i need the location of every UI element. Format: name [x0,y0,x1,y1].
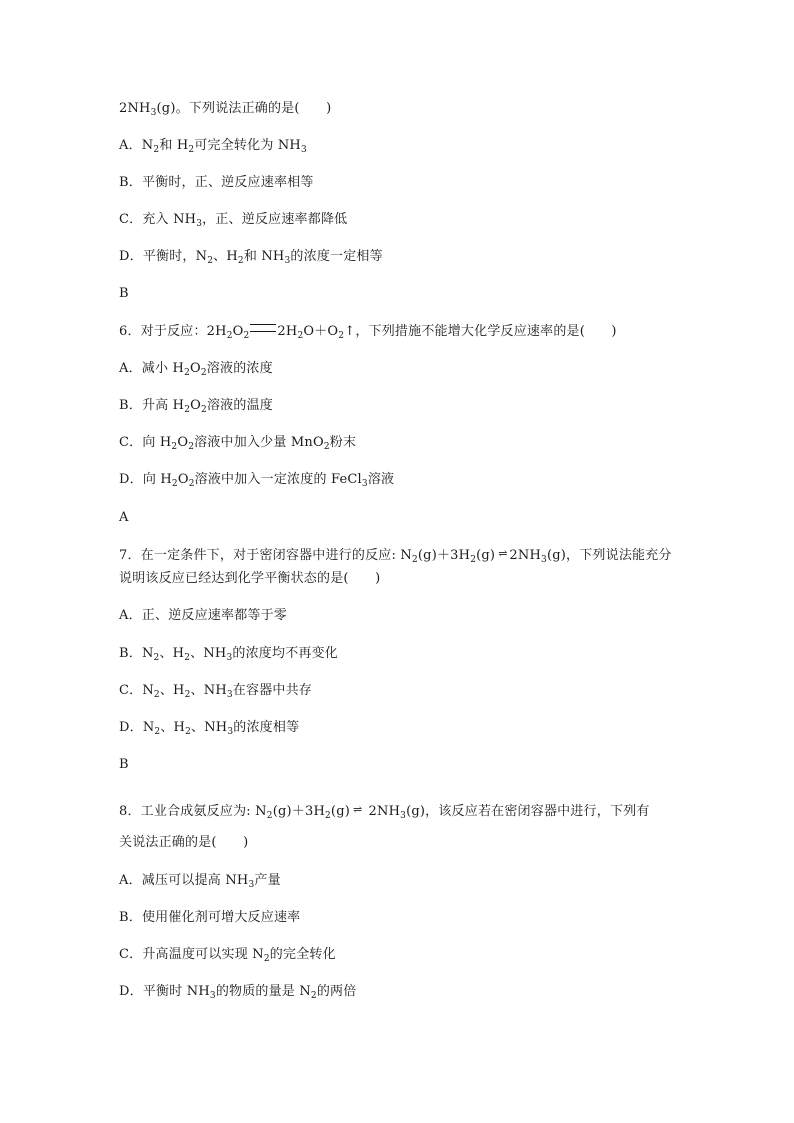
q7-answer: B [119,757,129,772]
q6-option-c: C．向 $H_2O_2$溶液中加入少量 MnO$_2$粉末 [119,435,357,452]
q6-option-a: A．减小 $H_2O_2$溶液的浓度 [119,361,273,378]
q7-option-d: D．$N_2$、$H_2$、$NH_3$的浓度相等 [119,720,300,737]
q6-answer: A [119,510,129,525]
q6-option-b: B．升高 $H_2O_2$溶液的温度 [119,398,273,415]
q5-option-a: A．$N_2$和 $H_2$可完全转化为 $NH_3$ [119,138,307,155]
q5-option-c: C．充入 $NH_3$，正、逆反应速率都降低 [119,212,348,229]
q8-option-a: A．减压可以提高 $NH_3$产量 [119,873,281,890]
q5-option-b: B．平衡时，正、逆反应速率相等 [119,175,314,190]
q7-stem-line1: 7．在一定条件下，对于密闭容器中进行的反应: $N_2(g)+3H_2(g)$ ⇌ $2NH_3(g)$，下列说法能充分 [119,547,672,565]
q5-stem-tail: $2NH_3(g)$。下列说法正确的是( ) [119,101,332,118]
q8-stem-line1: 8．工业合成氨反应为: $N_2(g)+3H_2(g)$ ⇌ $2NH_3(g)$，该反应若在密闭容器中进行，下列有 [119,803,650,821]
q6-option-d: D．向 $H_2O_2$溶液中加入一定浓度的 FeCl$_3$溶液 [119,472,395,489]
q8-option-d: D．平衡时 $NH_3$的物质的量是 $N_2$的两倍 [119,984,357,1001]
q8-stem-line2: 关说法正确的是( ) [119,835,249,850]
q5-option-d: D．平衡时，$N_2$、$H_2$和 $NH_3$的浓度一定相等 [119,249,383,266]
q8-option-c: C．升高温度可以实现 $N_2$的完全转化 [119,947,336,964]
q7-option-a: A．正、逆反应速率都等于零 [119,608,287,623]
q5-answer: B [119,286,129,301]
q7-stem-line2: 说明该反应已经达到化学平衡状态的是( ) [119,571,381,586]
q7-option-b: B．$N_2$、$H_2$、$NH_3$的浓度均不再变化 [119,646,339,663]
q8-option-b: B．使用催化剂可增大反应速率 [119,910,301,925]
q7-option-c: C．$N_2$、$H_2$、$NH_3$在容器中共存 [119,683,312,700]
q6-stem: 6．对于反应：$2H_2O_2$ $2H_2O+O_2↑$，下列措施不能增大化学反应速率的是( ) [119,324,617,341]
